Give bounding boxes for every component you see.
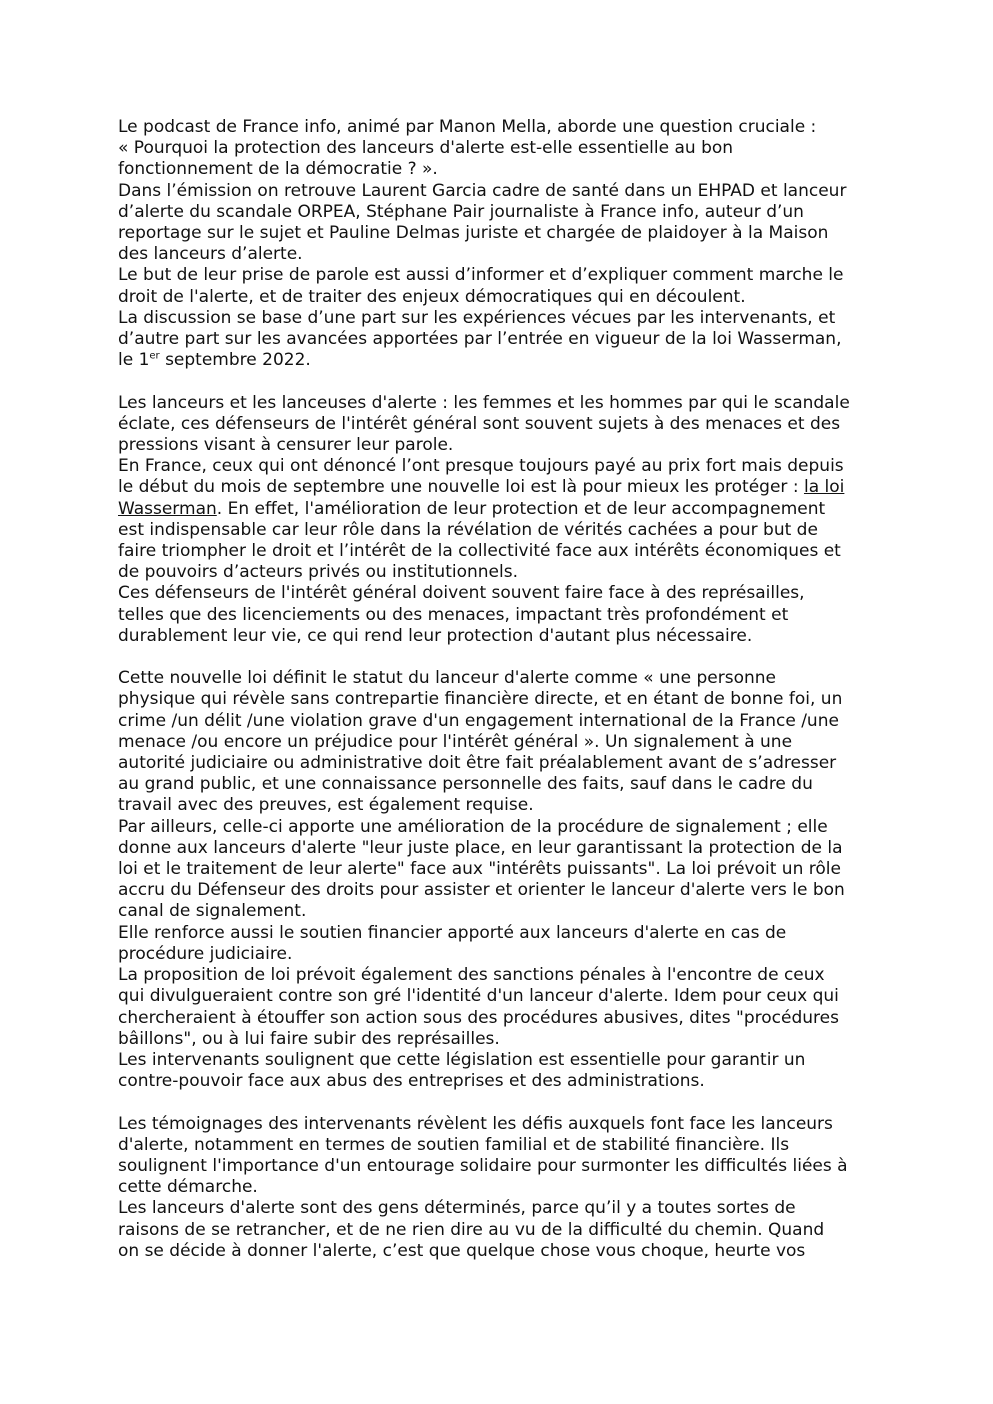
text-line: d’autre part sur les avancées apportées par l’entrée en vigueur de la loi Wasserman, — [118, 329, 842, 350]
date-line — [118, 350, 888, 371]
text-line: Le but de leur prise de parole est aussi d’informer et d’expliquer comment marche le — [118, 265, 844, 286]
text-line: faire triompher le droit et l’intérêt de la collectivité face aux intérêts économiques et — [118, 541, 841, 562]
text-line: Elle renforce aussi le soutien financier apporté aux lanceurs d'alerte en cas de — [118, 922, 787, 943]
text-line: Les témoignages des intervenants révèlent les défis auxquels font face les lanceurs — [118, 1113, 833, 1134]
text-line: de pouvoirs d’acteurs privés ou institutionnels. — [118, 562, 518, 583]
date-suffix: septembre 2022. — [159, 350, 311, 371]
text-line: procédure judiciaire. — [118, 943, 293, 964]
text-line: est indispensable car leur rôle dans la révélation de vérités cachées a pour but de — [118, 519, 818, 540]
text-line: Cette nouvelle loi définit le statut du lanceur d'alerte comme « une personne — [118, 668, 777, 689]
text-line: physique qui révèle sans contrepartie financière directe, et en étant de bonne foi, un — [118, 689, 843, 710]
text-line: chercheraient à étouffer son action sous des procédures abusives, dites "procédures — [118, 1007, 839, 1028]
text-line: menace /ou encore un préjudice pour l'intérêt général ». Un signalement à une — [118, 731, 793, 752]
text-line: Ces défenseurs de l'intérêt général doivent souvent faire face à des représailles, — [118, 583, 805, 604]
text-line: Par ailleurs, celle-ci apporte une amélioration de la procédure de signalement ; elle — [118, 816, 828, 837]
text-line: fonctionnement de la démocratie ? ». — [118, 159, 438, 180]
text-line: telles que des licenciements ou des menaces, impactant très profondément et — [118, 604, 789, 625]
text-line: cette démarche. — [118, 1177, 258, 1198]
text-line: « Pourquoi la protection des lanceurs d'alerte est-elle essentielle au bon — [118, 138, 734, 159]
text-line: droit de l'alerte, et de traiter des enjeux démocratiques qui en découlent. — [118, 286, 746, 307]
text-line: d’alerte du scandale ORPEA, Stéphane Pair journaliste à France info, auteur d’un — [118, 201, 804, 222]
text-line: pressions visant à censurer leur parole. — [118, 435, 454, 456]
link-line-text: le début du mois de septembre une nouvelle loi est là pour mieux les protéger : — [118, 477, 804, 498]
link-line-text: . En effet, l'amélioration de leur protection et de leur accompagnement — [216, 498, 826, 519]
text-line: La proposition de loi prévoit également des sanctions pénales à l'encontre de ceux — [118, 965, 825, 986]
document-page — [118, 117, 888, 1262]
text-line: crime /un délit /une violation grave d'un engagement international de la France /une — [118, 710, 839, 731]
text-line: loi et le traitement de leur alerte" face aux "intérêts puissants". La loi prévoit un rôle — [118, 859, 841, 880]
text-line: reportage sur le sujet et Pauline Delmas juriste et chargée de plaidoyer à la Maison — [118, 223, 829, 244]
loi-wasserman-link[interactable]: la loi — [803, 477, 845, 498]
text-line-with-link — [118, 499, 888, 520]
text-line: En France, ceux qui ont dénoncé l’ont presque toujours payé au prix fort mais depuis — [118, 456, 844, 477]
text-line: autorité judiciaire ou administrative doit être fait préalablement avant de s’adresser — [118, 753, 837, 774]
date-prefix: le 1 — [118, 350, 150, 371]
text-line: accru du Défenseur des droits pour assister et orienter le lanceur d'alerte vers le bon — [118, 880, 845, 901]
text-line: au grand public, et une connaissance personnelle des faits, sauf dans le cadre du — [118, 774, 813, 795]
paragraph-spacer — [118, 647, 888, 668]
text-line: qui divulgueraient contre son gré l'identité d'un lanceur d'alerte. Idem pour ceux qui — [118, 986, 839, 1007]
text-line: donne aux lanceurs d'alerte "leur juste place, en leur garantissant la protection de la — [118, 837, 843, 858]
text-line: Dans l’émission on retrouve Laurent Garcia cadre de santé dans un EHPAD et lanceur — [118, 180, 847, 201]
loi-wasserman-link-continued[interactable]: Wasserman — [118, 498, 217, 519]
text-line: soulignent l'importance d'un entourage solidaire pour surmonter les difficultés liées à — [118, 1155, 848, 1176]
text-line: d'alerte, notamment en termes de soutien familial et de stabilité financière. Ils — [118, 1134, 790, 1155]
text-line: durablement leur vie, ce qui rend leur protection d'autant plus nécessaire. — [118, 625, 753, 646]
text-line: des lanceurs d’alerte. — [118, 244, 303, 265]
date-superscript: er — [149, 350, 160, 362]
text-line-with-link — [118, 477, 888, 498]
text-line: travail avec des preuves, est également requise. — [118, 795, 534, 816]
text-line: Le podcast de France info, animé par Manon Mella, aborde une question cruciale : — [118, 117, 817, 137]
text-line: raisons de se retrancher, et de ne rien dire au vu de la difficulté du chemin. Quand — [118, 1219, 825, 1240]
text-line: Les intervenants soulignent que cette législation est essentielle pour garantir un — [118, 1049, 806, 1070]
text-line: bâillons", ou à lui faire subir des représailles. — [118, 1028, 500, 1049]
text-line: Les lanceurs d'alerte sont des gens déterminés, parce qu’il y a toutes sortes de — [118, 1198, 796, 1219]
paragraph-spacer — [118, 371, 888, 392]
text-line: éclate, ces défenseurs de l'intérêt général sont souvent sujets à des menaces et des — [118, 413, 841, 434]
text-line: Les lanceurs et les lanceuses d'alerte : les femmes et les hommes par qui le scandale — [118, 392, 850, 413]
paragraph-spacer — [118, 1092, 888, 1113]
text-line: on se décide à donner l'alerte, c’est que quelque chose vous choque, heurte vos — [118, 1240, 806, 1261]
text-line: La discussion se base d’une part sur les expériences vécues par les intervenants, et — [118, 307, 836, 328]
text-line: canal de signalement. — [118, 901, 307, 922]
text-line: contre-pouvoir face aux abus des entreprises et des administrations. — [118, 1071, 705, 1092]
